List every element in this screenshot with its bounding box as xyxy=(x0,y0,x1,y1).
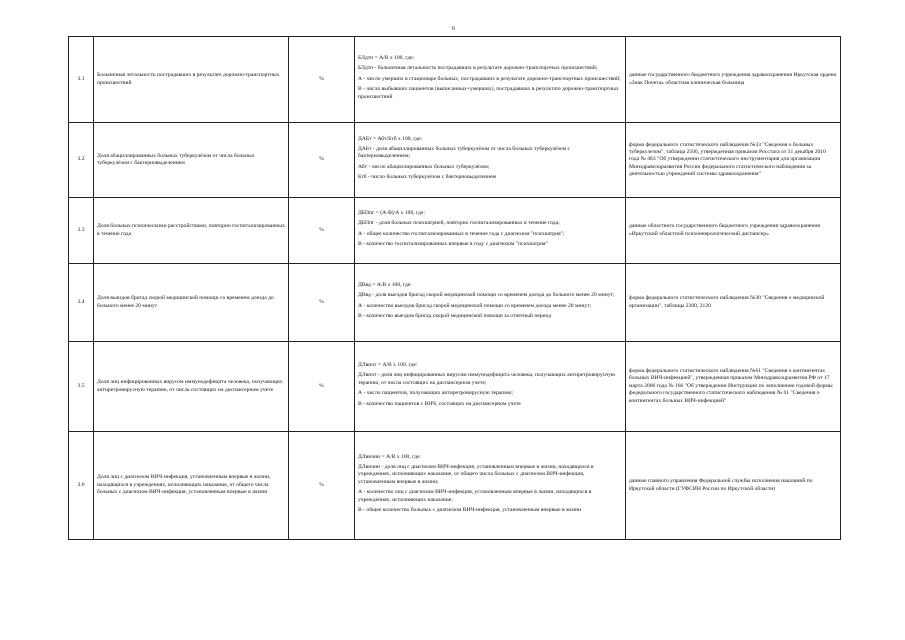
row-number: 3.5 xyxy=(69,342,94,432)
formula-line: ДАБт = Абт/Бтб х 100, где: xyxy=(358,135,423,142)
formula-line: ДБПпг - доля больных психиатрией, повторно госпитализированных в течение года; xyxy=(358,220,560,227)
formula-line: ДЛвичин - доля лиц с диагнозом ВИЧ-инфекция, установленным впервые в жизни, находящихся в учреждениях, исполняющих наказание, от общего числа больных с диагнозом ВИЧ-инфекция, установленным впервые в жизни; xyxy=(358,464,594,485)
formula-line: В - число выбывших пациентов (выписанных+умерших), пострадавших в результате дорожно-транспортных происшествий xyxy=(358,86,619,100)
page-number: 6 xyxy=(452,26,455,32)
unit: % xyxy=(289,198,355,264)
row-number: 3.4 xyxy=(69,264,94,342)
table-row xyxy=(69,342,841,432)
table-row xyxy=(69,264,841,342)
formula-line: В - общее количество больных с диагнозом ВИЧ-инфекция, установленным впервые в жизни xyxy=(358,506,582,513)
formula-line: ДЛвичт = А/В х 100, где: xyxy=(358,362,418,369)
unit: % xyxy=(289,432,355,540)
formula-cell xyxy=(355,123,626,198)
source-cell: форма федерального статистического наблюдения №30 "Сведения о медицинской организации", таблицы 2300, 2120 xyxy=(626,264,841,342)
table-row xyxy=(69,198,841,264)
formula-line: А - число умерших в стационаре больных, пострадавших в результате дорожно-транспортных происшествий; xyxy=(358,75,621,82)
formula-line: ДАБт - доля абациллированных больных туберкулёзом от числа больных туберкулёзом с бактериовыделением; xyxy=(358,145,571,160)
formula-line: В - количество госпитализированных впервые в году с диагнозом "психиатрия" xyxy=(358,240,548,247)
formula-line: ДВвд - доля выездов бригад скорой медицинской помощи со временем доезда до больного менее 20 минут; xyxy=(358,292,615,299)
table-row xyxy=(69,432,841,540)
unit: % xyxy=(289,123,355,198)
row-number: 3.1 xyxy=(69,37,94,123)
row-number: 3.2 xyxy=(69,123,94,198)
formula-line: ДЛвичт - доля лиц инфицированных вирусом иммунодефицита человека, получающих антиретровирусную терапию, от числа состоящих на диспансерном учете; xyxy=(358,372,616,386)
indicator-name: Доля лиц инфицированных вирусом иммунодефицита человека, получающих антиретровирусную терапию, от числа состоящих на диспансерном учете xyxy=(94,342,289,432)
source-cell: данные государственного бюджетного учреждения здравоохранения Иркутская ордена «Знак Почета» областная клиническая больница xyxy=(626,37,841,123)
formula-line: В - количество пациентов с ВИЧ, состоящих на диспансерном учете xyxy=(358,400,521,407)
unit: % xyxy=(289,342,355,432)
indicator-name: Доля лиц с диагнозом ВИЧ-инфекция, установленным впервые в жизни, находящихся в учреждениях, исполняющих наказание, от общего числа больных с диагнозом ВИЧ-инфекция, установленным впервые в жизни xyxy=(94,432,289,540)
source-cell: форма федерального статистического наблюдения №61 "Сведения о контингентах больных ВИЧ-инфекцией", утвержденная приказом Минздравсоцразвития РФ от 17 марта 2006 года № 166 "Об утверждении Инструкции по заполнению годовой формы федерального государственного статистического наблюдения № 61 "Сведения о контингентах больных ВИЧ-инфекцией" xyxy=(626,342,841,432)
formula-cell xyxy=(355,37,626,123)
formula-line: БЛдтп = А/В х 100, где: xyxy=(358,55,415,62)
indicator-name: Доля больных психическими расстройствами, повторно госпитализированных в течение года xyxy=(94,198,289,264)
row-number: 3.3 xyxy=(69,198,94,264)
formula-cell xyxy=(355,198,626,264)
formula-line: А - число пациентов, получающих антиретровирусную терапию; xyxy=(358,390,513,397)
unit: % xyxy=(289,264,355,342)
formula-line: ДВвд = А/В х 100, где: xyxy=(358,281,412,288)
indicators-table xyxy=(68,36,841,540)
formula-line: Бтб - число больных туберкулёзом с бактериовыделением xyxy=(358,174,497,181)
formula-line: БЛдтп - больничная летальность пострадавших в результате дорожно-транспортных происшествий; xyxy=(358,65,598,72)
source-cell: форма федерального статистического наблюдения №33 "Сведения о больных туберкулезом", таблица 2500, утвержденная приказом Росстата от 31 декабря 2010 года № 483 "Об утверждении статистического инструментария для организации Минздравсоцразвития России федерального статистического наблюдения за деятельностью учреждений системы здравоохранения" xyxy=(626,123,841,198)
unit: % xyxy=(289,37,355,123)
indicator-name: Доля абациллированных больных туберкулёзом от числа больных туберкулёзом с бактериовыделением xyxy=(94,123,289,198)
formula-cell xyxy=(355,342,626,432)
formula-line: В - количество выездов бригад скорой медицинской помощи за отчетный период xyxy=(358,312,552,319)
source-cell: данные областного государственного бюджетного учреждения здравоохранения «Иркутский областной психоневрологический диспансер» xyxy=(626,198,841,264)
row-number: 3.6 xyxy=(69,432,94,540)
formula-line: Абт - число абациллированных больных туберкулёзом; xyxy=(358,163,490,170)
formula-line: ДБПпг = (А-В)/А х 100, где: xyxy=(358,209,425,216)
formula-line: А - количество лиц с диагнозом ВИЧ-инфекция, установленным впервые в жизни, находящихся в учреждениях, исполняющих наказание; xyxy=(358,489,592,503)
formula-line: А - общее количество госпитализированных в течение года с диагнозом "психиатрия"; xyxy=(358,230,565,237)
formula-cell xyxy=(355,432,626,540)
source-cell: данные главного управления Федеральной службы исполнения наказаний по Иркутской области (ГУФСИН России по Иркутской области) xyxy=(626,432,841,540)
table-row xyxy=(69,37,841,123)
formula-line: А - количество выездов бригад скорой медицинской помощи со временем доезда менее 20 минут; xyxy=(358,302,592,309)
indicator-name: Больничная летальность пострадавших в результате дорожно-транспортных происшествий xyxy=(94,37,289,123)
formula-line: ДЛвичин = А/В х 100, где: xyxy=(358,453,422,460)
table-row xyxy=(69,123,841,198)
formula-cell xyxy=(355,264,626,342)
indicator-name: Доля выездов бригад скорой медицинской помощи со временем доезда до больного менее 20 минут xyxy=(94,264,289,342)
